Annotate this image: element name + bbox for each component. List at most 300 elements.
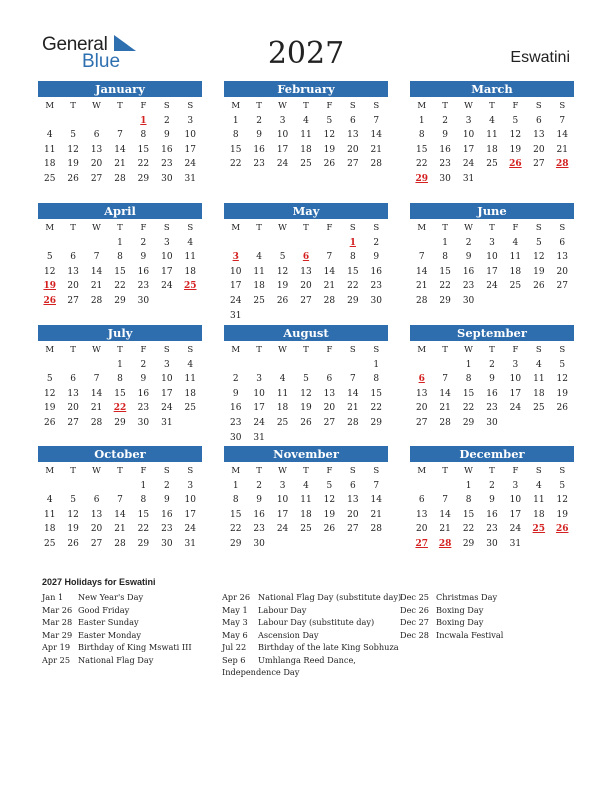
day-cell: 28 — [323, 295, 336, 306]
holiday-date: Dec 25 — [400, 592, 430, 602]
day-cell: 8 — [418, 130, 425, 141]
weekday-label: M — [45, 345, 55, 355]
day-cell: 1 — [140, 480, 147, 491]
day-cell: 2 — [489, 359, 495, 370]
day-cell: 8 — [373, 374, 380, 385]
day-cell: 16 — [486, 509, 498, 520]
day-cell: 10 — [509, 374, 522, 385]
day-cell: 30 — [370, 295, 382, 306]
blank-cell — [108, 479, 131, 494]
day-cell: 18 — [253, 281, 265, 292]
day-cell: 1 — [442, 237, 448, 248]
weekday-label: S — [349, 223, 356, 233]
holiday-name-continuation: Independence Day — [222, 667, 300, 677]
day-cell: 2 — [373, 237, 380, 248]
day-cell: 30 — [161, 538, 173, 549]
day-cell: 4 — [535, 359, 542, 370]
day-cell: 29 — [229, 538, 242, 549]
day-cell: 15 — [137, 509, 150, 520]
day-cell: 9 — [489, 374, 495, 385]
day-cell: 23 — [462, 281, 475, 292]
holiday-day-cell: 29 — [415, 173, 428, 184]
day-cell: 18 — [533, 509, 545, 520]
day-cell: 20 — [347, 509, 359, 520]
holiday-item — [42, 641, 192, 654]
day-cell: 15 — [137, 144, 150, 155]
day-cell: 8 — [140, 130, 147, 141]
blank-cell — [341, 358, 364, 373]
day-cell: 21 — [556, 144, 568, 155]
day-cell: 17 — [184, 509, 196, 520]
day-cell: 21 — [114, 159, 126, 170]
weekday-label: M — [231, 101, 241, 111]
day-cell: 12 — [323, 495, 336, 506]
day-cell: 26 — [300, 417, 312, 428]
day-cell: 12 — [67, 509, 79, 520]
day-cell: 21 — [347, 403, 359, 414]
day-cell: 7 — [349, 374, 356, 385]
day-cell: 16 — [370, 266, 382, 277]
holiday-column-2 — [222, 591, 401, 679]
day-cell: 9 — [256, 130, 262, 141]
day-cell: 10 — [229, 266, 242, 277]
day-cell: 8 — [140, 495, 147, 506]
weekday-label: S — [559, 223, 566, 233]
day-cell: 6 — [535, 115, 542, 126]
weekday-label: T — [117, 223, 123, 233]
weekday-label: F — [326, 466, 333, 476]
day-cell: 15 — [415, 144, 428, 155]
day-cell: 2 — [465, 237, 472, 248]
day-cell: 16 — [462, 266, 475, 277]
holiday-list-title: 2027 Holidays for Eswatini — [42, 577, 156, 587]
day-cell: 21 — [90, 281, 103, 292]
day-cell: 2 — [442, 115, 448, 126]
weekday-label: S — [349, 101, 356, 111]
day-cell: 12 — [509, 130, 522, 141]
day-cell: 11 — [184, 374, 196, 385]
weekday-label: M — [417, 345, 427, 355]
weekday-label: T — [303, 345, 309, 355]
day-cell: 15 — [462, 509, 475, 520]
day-cell: 21 — [323, 281, 336, 292]
day-cell: 6 — [326, 374, 333, 385]
day-cell: 6 — [349, 115, 356, 126]
day-cell: 3 — [512, 359, 519, 370]
day-cell: 10 — [276, 495, 289, 506]
holiday-date: Apr 25 — [42, 654, 71, 665]
day-cell: 22 — [114, 281, 126, 292]
month-march — [410, 81, 574, 187]
day-cell: 9 — [163, 495, 170, 506]
blank-cell — [433, 358, 456, 373]
month-header: October — [38, 446, 202, 462]
day-cell: 28 — [114, 538, 126, 549]
holiday-day-cell: 6 — [418, 374, 425, 385]
weekday-label: F — [140, 101, 147, 111]
day-cell: 5 — [559, 359, 566, 370]
day-cell: 12 — [43, 388, 56, 399]
day-cell: 16 — [486, 388, 498, 399]
day-cell: 26 — [43, 417, 56, 428]
day-cell: 29 — [137, 538, 150, 549]
weekday-label: F — [140, 466, 147, 476]
day-cell: 9 — [140, 252, 147, 263]
month-december — [410, 446, 574, 552]
weekday-label: S — [187, 223, 194, 233]
day-cell: 25 — [486, 159, 498, 170]
day-cell: 12 — [300, 388, 312, 399]
day-cell: 27 — [90, 173, 103, 184]
day-cell: 5 — [535, 237, 542, 248]
day-cell: 17 — [486, 266, 498, 277]
day-cell: 23 — [229, 417, 242, 428]
day-cell: 7 — [117, 495, 123, 506]
month-header: December — [410, 446, 574, 462]
day-cell: 21 — [114, 524, 126, 535]
country-name: Eswatini — [510, 49, 570, 66]
weekday-label: S — [187, 466, 194, 476]
day-cell: 11 — [486, 130, 498, 141]
month-header: June — [410, 203, 574, 219]
day-cell: 3 — [489, 237, 495, 248]
day-cell: 4 — [535, 480, 542, 491]
day-cell: 8 — [442, 252, 448, 263]
day-cell: 11 — [184, 252, 196, 263]
day-cell: 25 — [253, 295, 265, 306]
holiday-date: Mar 29 — [42, 629, 73, 640]
weekday-label: M — [45, 101, 55, 111]
day-cell: 16 — [161, 509, 173, 520]
holiday-name: Birthday of King Mswati III — [78, 642, 192, 652]
day-cell: 19 — [509, 144, 522, 155]
weekday-label: T — [489, 223, 495, 233]
blank-cell — [433, 479, 456, 494]
weekday-label: W — [464, 466, 473, 476]
day-cell: 23 — [439, 159, 451, 170]
holiday-name: Incwala Festival — [436, 629, 504, 640]
weekday-label: T — [256, 345, 262, 355]
day-cell: 15 — [439, 266, 451, 277]
holiday-date: Dec 28 — [400, 629, 430, 640]
day-cell: 30 — [486, 417, 498, 428]
holiday-day-cell: 27 — [415, 538, 428, 549]
day-cell: 8 — [465, 495, 472, 506]
holiday-list — [42, 577, 582, 677]
day-cell: 30 — [137, 295, 150, 306]
month-june — [410, 203, 574, 309]
weekday-label: M — [417, 101, 427, 111]
day-cell: 22 — [462, 524, 475, 535]
day-cell: 31 — [509, 538, 522, 549]
blank-cell — [294, 236, 317, 251]
weekday-label: F — [512, 345, 519, 355]
day-cell: 4 — [303, 115, 309, 126]
holiday-day-cell: 26 — [555, 524, 569, 535]
day-cell: 9 — [163, 130, 170, 141]
day-cell: 20 — [347, 144, 359, 155]
month-september — [410, 325, 574, 431]
day-cell: 10 — [509, 495, 522, 506]
holiday-item — [222, 629, 401, 642]
weekday-label: T — [303, 101, 309, 111]
day-cell: 9 — [465, 252, 472, 263]
weekday-label: F — [140, 223, 147, 233]
day-grid — [410, 99, 574, 187]
day-cell: 3 — [163, 237, 170, 248]
month-header: February — [224, 81, 388, 97]
holiday-name: Labour Day (substitute day) — [258, 617, 375, 627]
weekday-label: W — [278, 345, 287, 355]
weekday-label: W — [92, 101, 101, 111]
holiday-name: National Flag Day — [78, 654, 154, 665]
day-cell: 12 — [556, 495, 568, 506]
day-cell: 28 — [439, 417, 451, 428]
day-cell: 17 — [161, 388, 173, 399]
weekday-label: S — [373, 223, 380, 233]
day-cell: 4 — [256, 252, 262, 263]
day-cell: 29 — [347, 295, 359, 306]
day-cell: 26 — [67, 538, 79, 549]
day-cell: 26 — [533, 281, 545, 292]
day-cell: 4 — [279, 374, 286, 385]
day-cell: 10 — [276, 130, 289, 141]
day-cell: 17 — [229, 281, 242, 292]
weekday-label: T — [489, 345, 495, 355]
day-cell: 20 — [323, 403, 336, 414]
day-cell: 31 — [161, 417, 173, 428]
blank-cell — [294, 358, 317, 373]
weekday-label: M — [45, 466, 55, 476]
weekday-label: S — [163, 345, 170, 355]
weekday-label: S — [559, 466, 566, 476]
day-cell: 24 — [184, 159, 196, 170]
blank-cell — [38, 358, 61, 373]
weekday-label: F — [326, 345, 333, 355]
day-cell: 27 — [67, 417, 79, 428]
holiday-item — [222, 654, 401, 667]
day-cell: 18 — [300, 509, 312, 520]
blank-cell — [85, 114, 108, 129]
day-cell: 19 — [276, 281, 289, 292]
day-cell: 4 — [46, 495, 53, 506]
day-cell: 28 — [347, 417, 359, 428]
weekday-label: W — [278, 223, 287, 233]
month-header: November — [224, 446, 388, 462]
day-cell: 3 — [163, 359, 170, 370]
day-cell: 18 — [486, 144, 498, 155]
holiday-day-cell: 1 — [349, 237, 356, 248]
day-grid — [38, 221, 202, 309]
day-cell: 17 — [276, 144, 289, 155]
day-cell: 24 — [276, 159, 289, 170]
holiday-date: Sep 6 — [222, 654, 246, 665]
day-cell: 13 — [556, 252, 568, 263]
day-cell: 5 — [326, 480, 333, 491]
weekday-label: T — [70, 466, 76, 476]
holiday-item — [42, 604, 192, 617]
weekday-label: S — [535, 345, 542, 355]
holiday-day-cell: 26 — [509, 159, 522, 170]
day-cell: 28 — [114, 173, 126, 184]
holiday-name: Birthday of the late King Sobhuza — [258, 642, 399, 652]
day-cell: 16 — [229, 403, 242, 414]
blank-cell — [61, 114, 84, 129]
day-cell: 11 — [300, 495, 312, 506]
day-cell: 6 — [70, 252, 76, 263]
day-cell: 21 — [90, 403, 103, 414]
month-july — [38, 325, 202, 431]
day-cell: 12 — [533, 252, 545, 263]
weekday-label: S — [373, 101, 380, 111]
day-cell: 26 — [323, 524, 336, 535]
day-cell: 29 — [137, 173, 150, 184]
day-cell: 19 — [67, 159, 79, 170]
day-cell: 25 — [509, 281, 522, 292]
day-cell: 25 — [43, 538, 56, 549]
day-cell: 3 — [465, 115, 472, 126]
day-cell: 3 — [187, 480, 194, 491]
day-cell: 13 — [415, 388, 428, 399]
day-cell: 1 — [232, 115, 239, 126]
day-cell: 29 — [439, 295, 451, 306]
day-cell: 14 — [415, 266, 428, 277]
day-grid — [224, 464, 388, 552]
weekday-label: S — [187, 101, 194, 111]
day-cell: 16 — [253, 144, 265, 155]
day-cell: 13 — [90, 509, 103, 520]
weekday-label: M — [45, 223, 55, 233]
day-cell: 25 — [43, 173, 56, 184]
weekday-label: T — [303, 223, 309, 233]
day-cell: 30 — [229, 432, 242, 443]
day-cell: 19 — [556, 509, 568, 520]
day-cell: 4 — [303, 480, 309, 491]
blank-cell — [271, 358, 294, 373]
day-cell: 1 — [465, 480, 472, 491]
day-cell: 10 — [184, 130, 196, 141]
day-cell: 22 — [229, 524, 242, 535]
day-cell: 25 — [184, 403, 196, 414]
holiday-item — [400, 629, 503, 642]
weekday-label: T — [489, 101, 495, 111]
holiday-item — [400, 591, 503, 604]
day-cell: 6 — [70, 374, 76, 385]
day-cell: 27 — [347, 159, 359, 170]
day-cell: 14 — [347, 388, 359, 399]
month-header: March — [410, 81, 574, 97]
day-cell: 20 — [533, 144, 545, 155]
blank-cell — [224, 358, 247, 373]
day-cell: 22 — [370, 403, 382, 414]
day-cell: 22 — [347, 281, 359, 292]
holiday-day-cell: 28 — [555, 159, 569, 170]
day-cell: 22 — [415, 159, 428, 170]
weekday-label: T — [442, 223, 448, 233]
holiday-name: Umhlanga Reed Dance, — [258, 654, 356, 665]
day-cell: 21 — [439, 524, 451, 535]
logo-text-general: General — [42, 34, 108, 55]
day-cell: 11 — [276, 388, 289, 399]
holiday-date: May 3 — [222, 617, 248, 627]
day-cell: 11 — [43, 144, 56, 155]
month-header: January — [38, 81, 202, 97]
month-august — [224, 325, 388, 445]
holiday-name: Christmas Day — [436, 592, 498, 602]
weekday-label: T — [303, 466, 309, 476]
weekday-label: T — [489, 466, 495, 476]
holiday-item — [42, 616, 192, 629]
holiday-name: Easter Monday — [78, 629, 142, 640]
blank-cell — [271, 236, 294, 251]
month-may — [224, 203, 388, 323]
day-cell: 8 — [232, 130, 239, 141]
day-cell: 22 — [229, 159, 242, 170]
blank-cell — [318, 236, 341, 251]
blank-cell — [247, 358, 270, 373]
day-grid — [224, 221, 388, 323]
holiday-day-cell: 6 — [302, 252, 310, 263]
day-cell: 25 — [533, 403, 545, 414]
holiday-name: Easter Sunday — [78, 617, 139, 627]
day-cell: 7 — [93, 252, 100, 263]
day-cell: 15 — [462, 388, 475, 399]
day-cell: 7 — [373, 115, 380, 126]
day-cell: 22 — [462, 403, 475, 414]
day-cell: 24 — [509, 403, 522, 414]
weekday-label: S — [163, 466, 170, 476]
day-cell: 11 — [533, 374, 545, 385]
day-cell: 29 — [370, 417, 382, 428]
weekday-label: T — [256, 223, 262, 233]
day-cell: 13 — [323, 388, 336, 399]
day-cell: 3 — [256, 374, 262, 385]
weekday-label: W — [92, 345, 101, 355]
holiday-name: Boxing Day — [436, 604, 484, 615]
day-cell: 1 — [465, 359, 472, 370]
weekday-label: F — [512, 223, 519, 233]
holiday-date: May 6 — [222, 629, 248, 640]
blank-cell — [85, 236, 108, 251]
weekday-label: S — [559, 101, 566, 111]
blank-cell — [61, 479, 84, 494]
day-cell: 14 — [323, 266, 336, 277]
day-cell: 23 — [137, 281, 150, 292]
day-cell: 2 — [489, 480, 495, 491]
holiday-item — [400, 604, 503, 617]
holiday-day-cell: 28 — [438, 538, 452, 549]
day-cell: 20 — [415, 524, 428, 535]
weekday-label: S — [373, 345, 380, 355]
day-grid — [38, 464, 202, 552]
day-cell: 6 — [93, 495, 100, 506]
day-cell: 6 — [349, 480, 356, 491]
day-cell: 17 — [276, 509, 289, 520]
day-grid — [410, 343, 574, 431]
holiday-column-1 — [42, 591, 192, 666]
day-cell: 18 — [184, 388, 196, 399]
weekday-label: T — [117, 466, 123, 476]
day-cell: 1 — [232, 480, 239, 491]
day-cell: 19 — [556, 388, 568, 399]
month-november — [224, 446, 388, 552]
day-cell: 13 — [90, 144, 103, 155]
weekday-label: S — [559, 345, 566, 355]
day-cell: 7 — [373, 480, 380, 491]
weekday-label: T — [442, 345, 448, 355]
weekday-label: S — [535, 223, 542, 233]
day-cell: 5 — [70, 495, 76, 506]
